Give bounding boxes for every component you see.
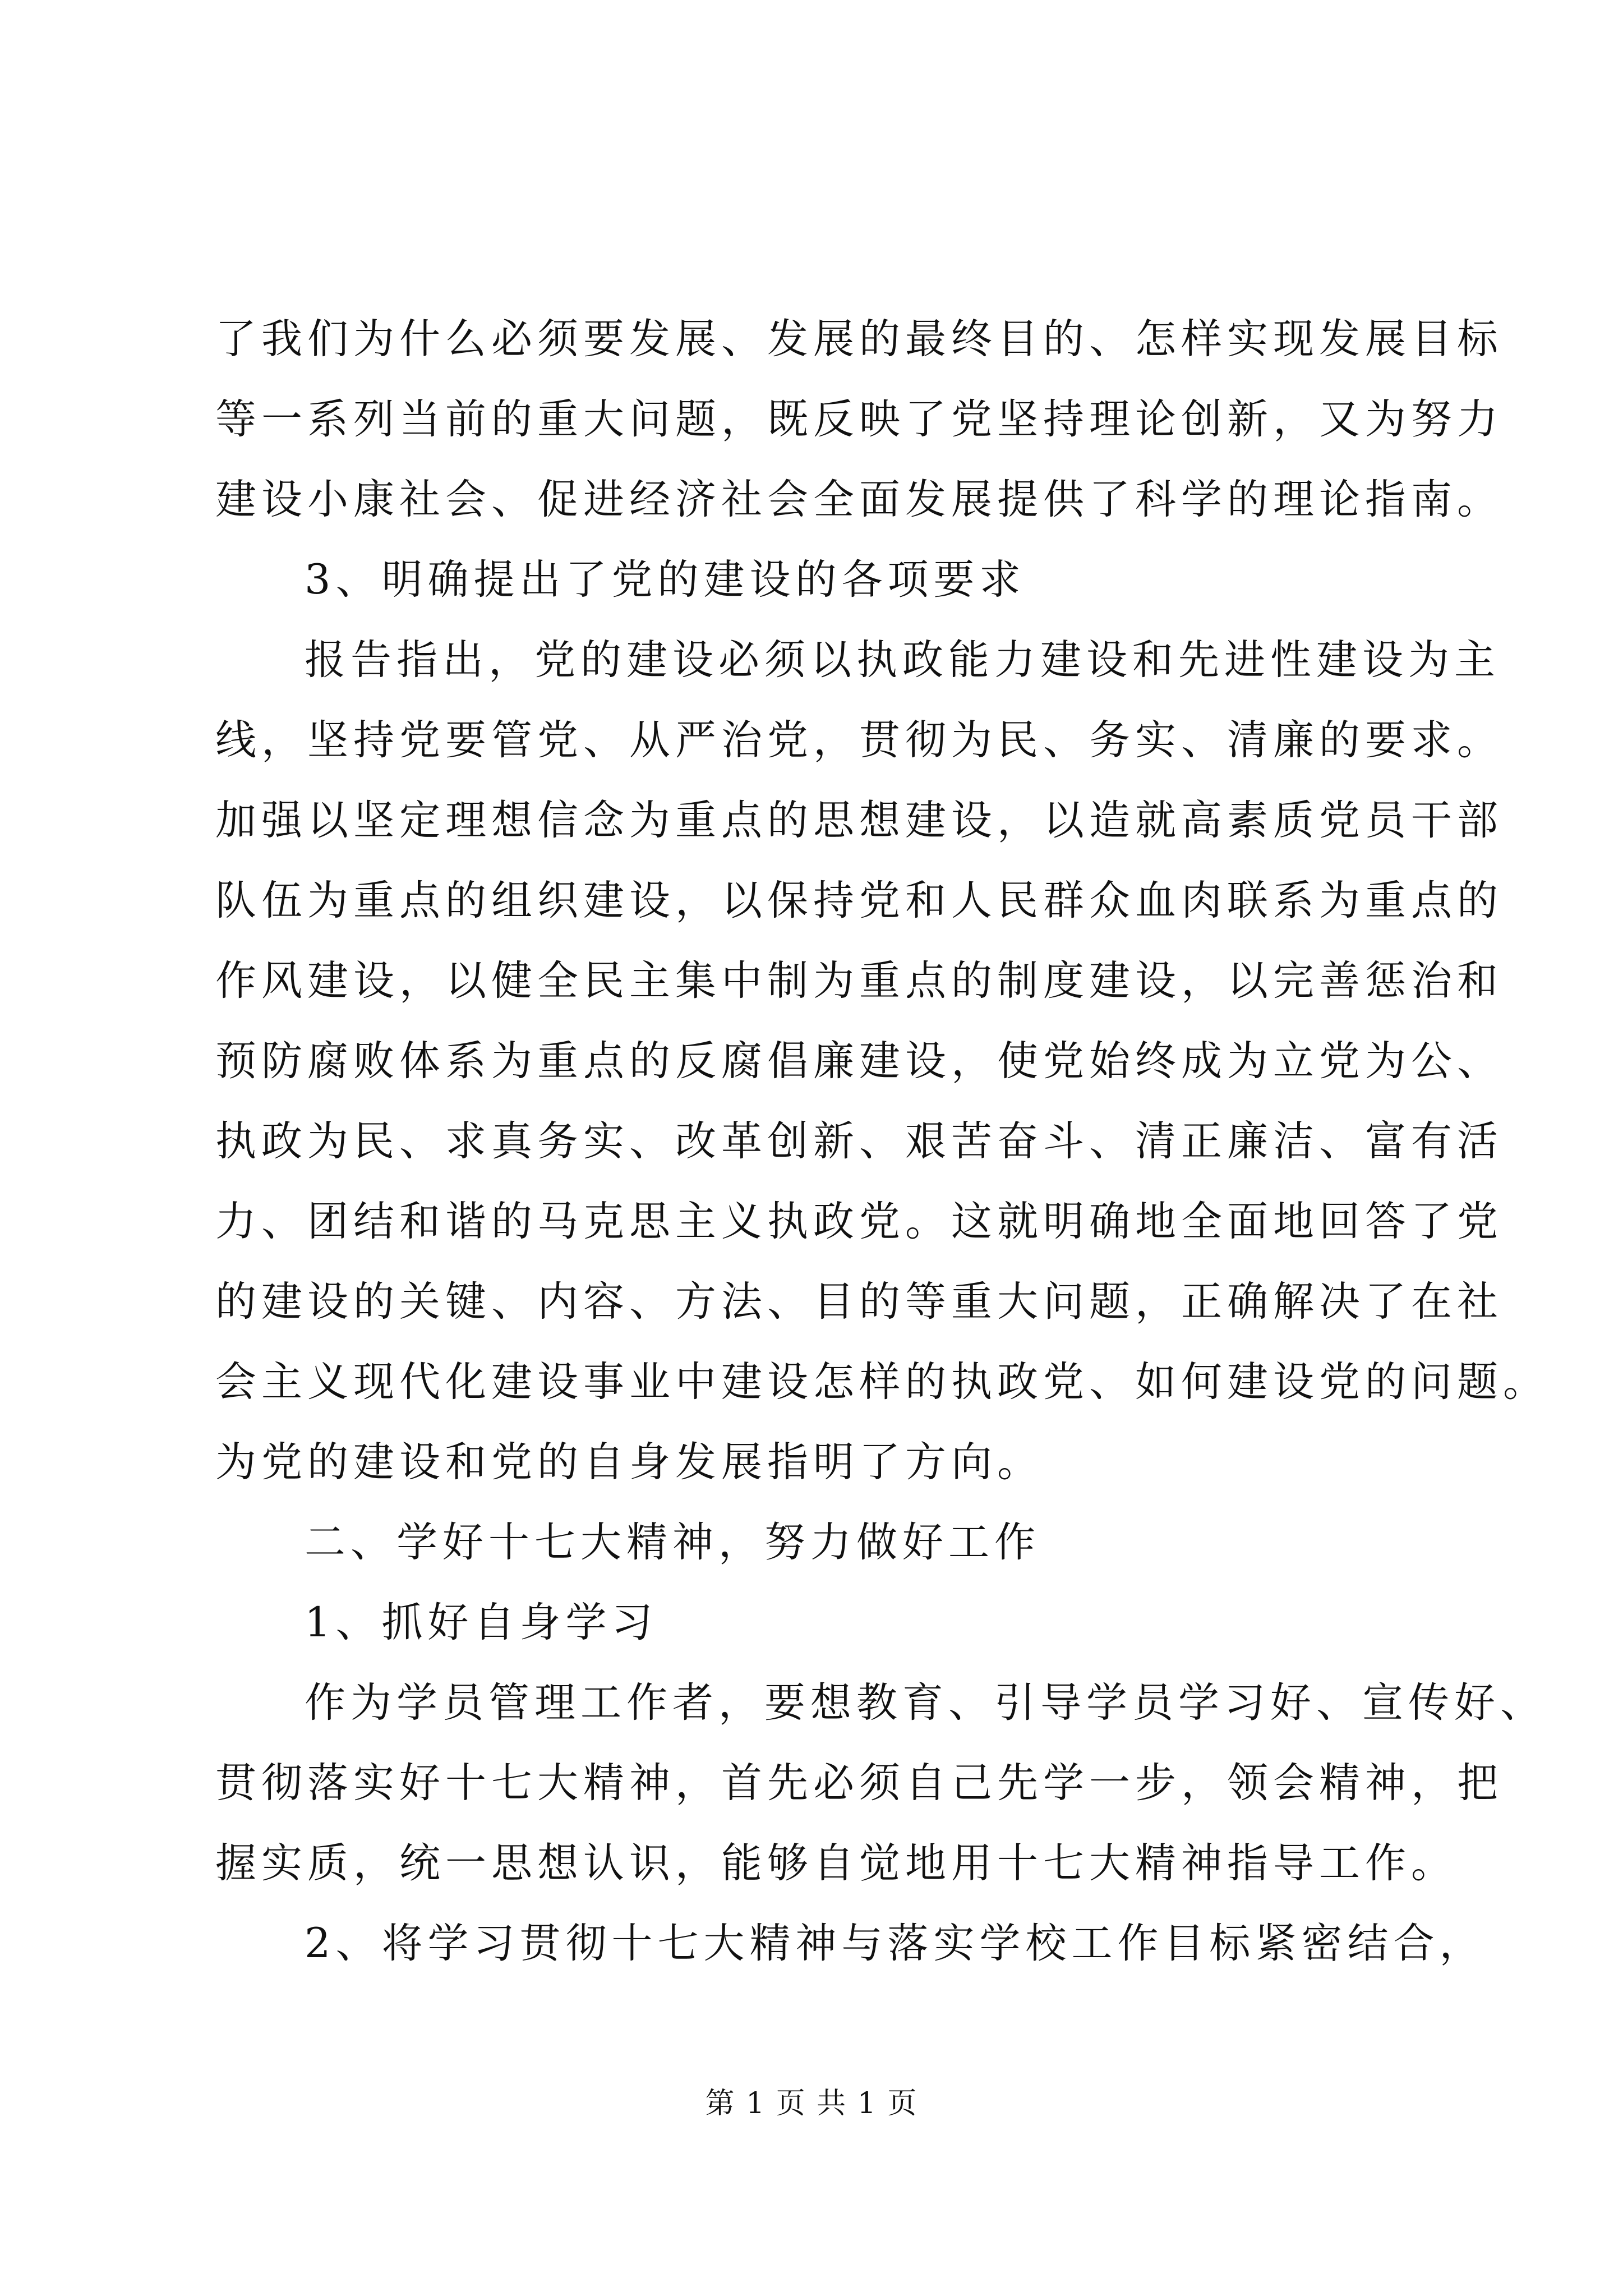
subsection-heading: 1、抓好自身学习	[305, 1599, 658, 1646]
subsection-heading: 2、将学习贯彻十七大精神与落实学校工作目标紧密结合，	[305, 1920, 1486, 1967]
document-body	[215, 299, 1549, 1984]
text-line: 预防腐败体系为重点的反腐倡廉建设，使党始终成为立党为公、	[215, 1037, 1503, 1085]
text-line: 队伍为重点的组织建设，以保持党和人民群众血肉联系为重点的	[215, 877, 1503, 924]
text-line: 了我们为什么必须要发展、发展的最终目的、怎样实现发展目标	[215, 315, 1503, 363]
text-line: 加强以坚定理想信念为重点的思想建设，以造就高素质党员干部	[215, 797, 1503, 844]
text-line: 线，坚持党要管党、从严治党，贯彻为民、务实、清廉的要求。	[215, 716, 1503, 764]
text-line: 作风建设，以健全民主集中制为重点的制度建设，以完善惩治和	[215, 957, 1503, 1005]
text-line: 建设小康社会、促进经济社会全面发展提供了科学的理论指南。	[215, 476, 1503, 523]
paragraph-first-line: 报告指出，党的建设必须以执政能力建设和先进性建设为主	[305, 636, 1500, 684]
text-line: 为党的建设和党的自身发展指明了方向。	[215, 1438, 1043, 1486]
text-line: 会主义现代化建设事业中建设怎样的执政党、如何建设党的问题。	[215, 1358, 1549, 1406]
text-line: 握实质，统一思想认识，能够自觉地用十七大精神指导工作。	[215, 1839, 1457, 1887]
text-line: 执政为民、求真务实、改革创新、艰苦奋斗、清正廉洁、富有活	[215, 1117, 1503, 1165]
text-line: 力、团结和谐的马克思主义执政党。这就明确地全面地回答了党	[215, 1198, 1503, 1245]
text-line: 的建设的关键、内容、方法、目的等重大问题，正确解决了在社	[215, 1278, 1503, 1326]
section-heading: 二、学好十七大精神，努力做好工作	[305, 1519, 1040, 1566]
section-heading: 3、明确提出了党的建设的各项要求	[305, 556, 1026, 604]
text-line: 贯彻落实好十七大精神，首先必须自己先学一步，领会精神，把	[215, 1759, 1503, 1807]
text-line: 等一系列当前的重大问题，既反映了党坚持理论创新，又为努力	[215, 395, 1503, 443]
paragraph-first-line: 作为学员管理工作者，要想教育、引导学员学习好、宣传好、	[305, 1679, 1546, 1727]
page-footer: 第 1 页 共 1 页	[705, 2087, 918, 2120]
